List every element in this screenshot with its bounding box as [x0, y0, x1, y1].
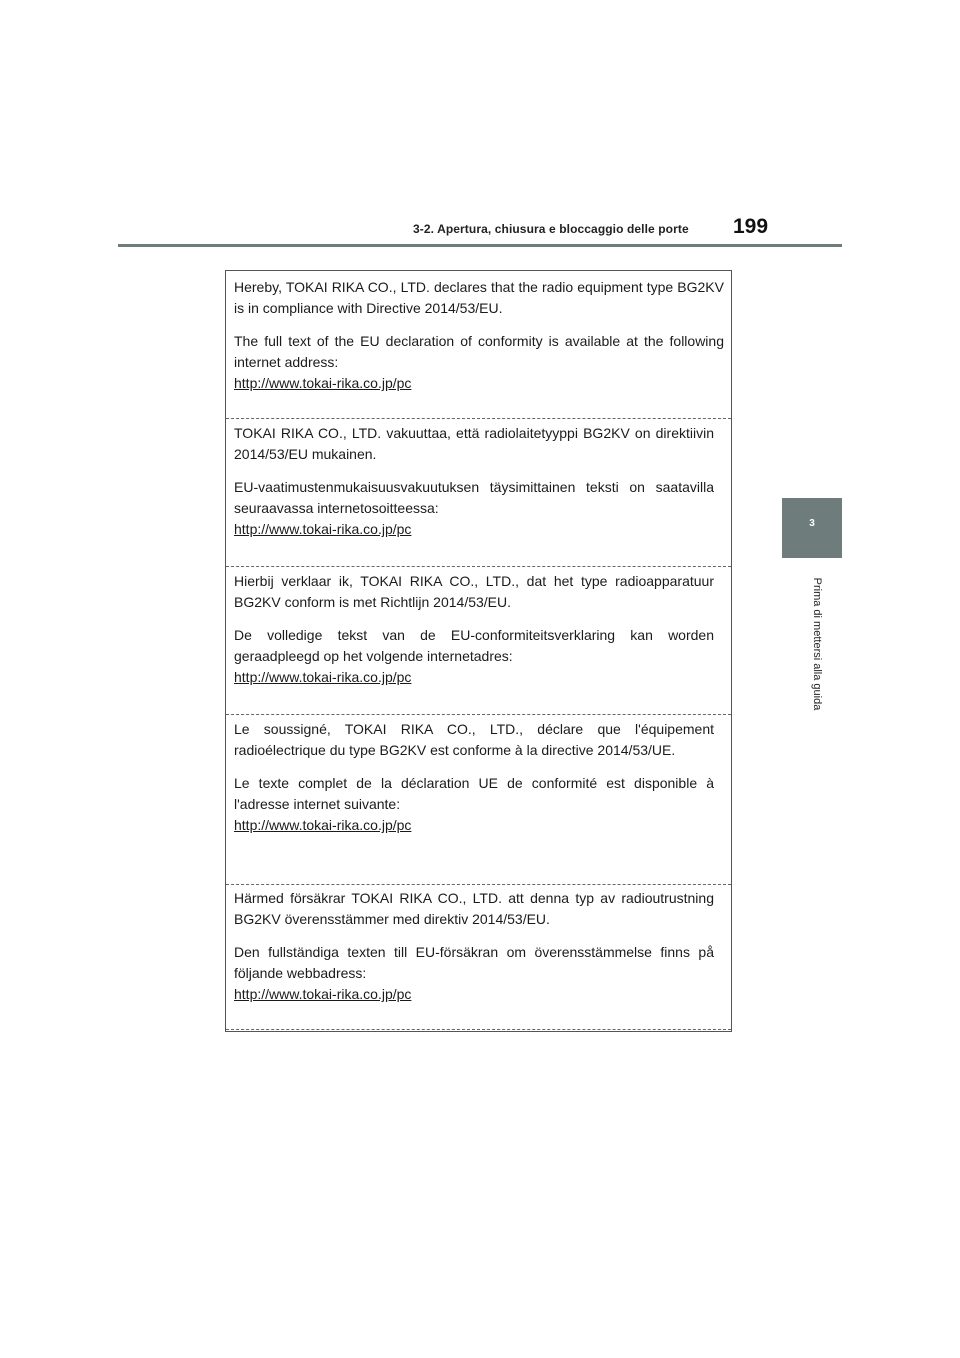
header-rule [118, 244, 842, 247]
declaration-link[interactable]: http://www.tokai-rika.co.jp/pc [234, 521, 412, 537]
declaration-statement: Hereby, TOKAI RIKA CO., LTD. declares that the radio equipment type BG2KV is in compliance with Directive 2014/53/EU. [234, 279, 724, 316]
declaration-availability: Den fullständiga texten till EU-försäkran om överensstämmelse finns på följande webbadress: [234, 944, 714, 981]
declaration-statement: Härmed försäkrar TOKAI RIKA CO., LTD. att denna typ av radioutrustning BG2KV överensstämmer med direktiv 2014/53/EU. [234, 890, 714, 927]
declaration-statement: Le soussigné, TOKAI RIKA CO., LTD., déclare que l'équipement radioélectrique du type BG2KV est conforme à la directive 2014/53/UE. [234, 721, 714, 758]
section-divider [226, 566, 731, 567]
declaration-link[interactable]: http://www.tokai-rika.co.jp/pc [234, 375, 412, 391]
section-divider [226, 714, 731, 715]
section-divider [226, 1029, 731, 1030]
declaration-statement: Hierbij verklaar ik, TOKAI RIKA CO., LTD., dat het type radioapparatuur BG2KV conform is met Richtlijn 2014/53/EU. [234, 573, 714, 610]
declaration-statement: TOKAI RIKA CO., LTD. vakuuttaa, että radiolaitetyyppi BG2KV on direktiivin 2014/53/EU mukainen. [234, 425, 714, 462]
declaration-availability: De volledige tekst van de EU-conformiteitsverklaring kan worden geraadpleegd op het volgende internetadres: [234, 627, 714, 664]
declaration-link[interactable]: http://www.tokai-rika.co.jp/pc [234, 817, 412, 833]
section-title: 3-2. Apertura, chiusura e bloccaggio delle porte [413, 222, 689, 236]
chapter-label: Prima di mettersi alla guida [811, 577, 823, 711]
declaration-link[interactable]: http://www.tokai-rika.co.jp/pc [234, 669, 412, 685]
chapter-number: 3 [809, 518, 815, 529]
declaration-link[interactable]: http://www.tokai-rika.co.jp/pc [234, 986, 412, 1002]
declaration-box [225, 270, 732, 1032]
section-divider [226, 418, 731, 419]
declaration-french [234, 719, 714, 836]
section-divider [226, 884, 731, 885]
page-number: 199 [733, 215, 769, 238]
chapter-tab [782, 498, 842, 558]
declaration-english [234, 277, 724, 394]
declaration-availability: The full text of the EU declaration of conformity is available at the following internet address: [234, 333, 724, 370]
declaration-swedish [234, 888, 714, 1005]
declaration-dutch [234, 571, 714, 688]
declaration-availability: EU-vaatimustenmukaisuusvakuutuksen täysimittainen teksti on saatavilla seuraavassa internetosoitteessa: [234, 479, 714, 516]
declaration-availability: Le texte complet de la déclaration UE de conformité est disponible à l'adresse internet suivante: [234, 775, 714, 812]
declaration-finnish [234, 423, 714, 540]
